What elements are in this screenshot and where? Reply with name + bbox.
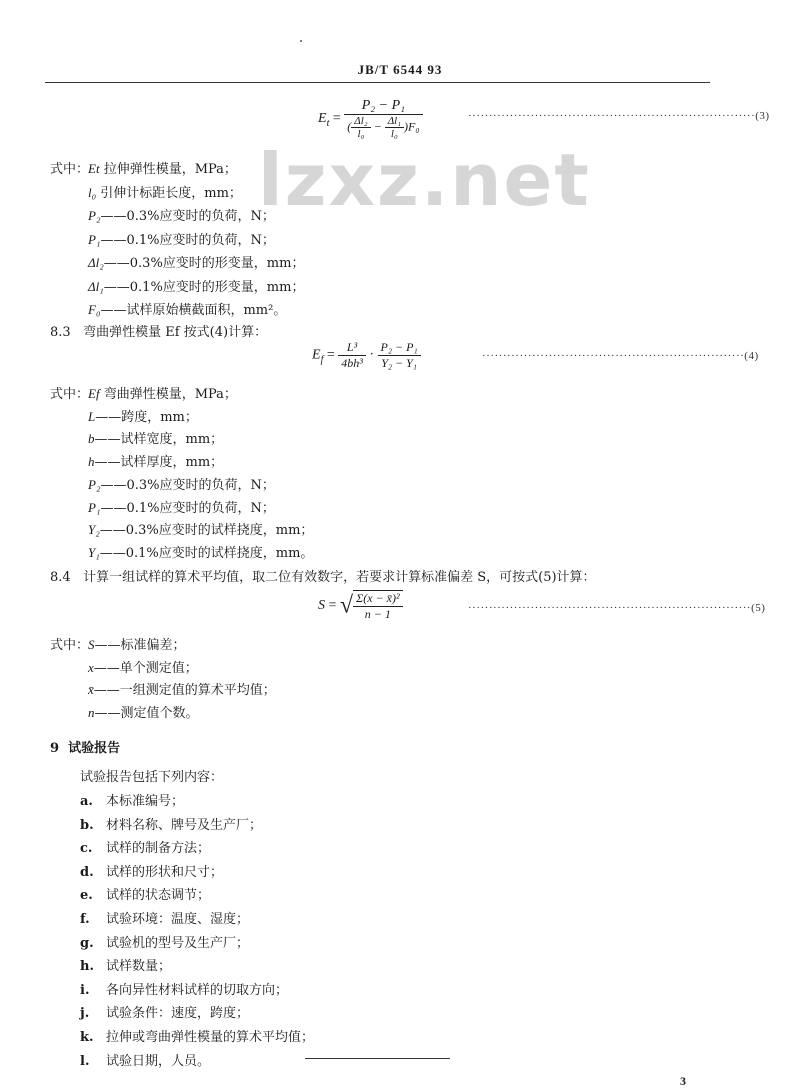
- report-item: [80, 790, 184, 809]
- where-symbol: P₂: [88, 476, 101, 492]
- where-definition: ——跨度，mm；: [95, 409, 198, 425]
- report-item-key: g.: [80, 935, 94, 951]
- report-item-key: a.: [80, 794, 93, 809]
- where-definition: ——0.3%应变时的试样挠度，mm；: [99, 523, 314, 539]
- report-item: [80, 1026, 314, 1045]
- where-item: [88, 634, 186, 653]
- section-9-heading: 9 试验报告: [50, 741, 121, 756]
- page-number: 3: [680, 1074, 686, 1088]
- where-symbol: Δl₂: [88, 255, 104, 270]
- scan-speck: [300, 40, 302, 42]
- where-item: [88, 542, 313, 561]
- where-definition: ——0.3%应变时的负荷，N；: [100, 209, 275, 224]
- report-item: [80, 955, 171, 974]
- where-item: [88, 428, 223, 447]
- where-item: [88, 205, 275, 224]
- report-item-text: 试样的制备方法；: [106, 841, 211, 857]
- where-symbol: P₂: [88, 208, 101, 223]
- report-item-key: c.: [80, 841, 93, 857]
- where-definition: ——0.3%应变时的形变量，mm；: [103, 256, 305, 271]
- report-item-text: 试验环境：温度、湿度；: [106, 912, 250, 927]
- where-symbol: x: [88, 659, 94, 675]
- section-9-intro: 试验报告包括下列内容：: [80, 770, 224, 785]
- where-symbol: n: [88, 704, 95, 720]
- where-symbol: Y₂: [88, 522, 100, 538]
- report-item-key: e.: [80, 888, 93, 904]
- where-item: [88, 182, 242, 201]
- report-item-key: i.: [80, 982, 90, 998]
- equation-3: $E_t$ = P₂ − P₁ ( $\frac{\text{Δl₂}}{\text{l₀}}$ − $\frac{\text{Δl₁}}{\text{l₀}}$ )F₀: [318, 98, 423, 140]
- where-definition: ——标准偏差；: [94, 638, 186, 653]
- where-definition: ——测定值个数。: [94, 705, 199, 721]
- where-item: [88, 158, 237, 177]
- where-definition: ——0.1%应变时的负荷，N；: [100, 500, 275, 516]
- where-definition: ——0.1%应变时的试样挠度，mm。: [99, 545, 314, 561]
- where-definition: 引伸计标距长度，mm；: [96, 185, 242, 201]
- equation-4: $E_f$ = $\frac{\text{L³}}{\text{4bh³}}$ · $\frac{\text{P₂ − P₁}}{\text{Y₂ − Y₁}}$: [312, 340, 421, 371]
- report-item-text: 试验机的型号及生产厂；: [106, 935, 250, 951]
- header-rule: [45, 82, 710, 83]
- footer-rule: [305, 1058, 450, 1059]
- where-item: [88, 229, 275, 248]
- where-item: [88, 657, 198, 676]
- where-symbol: L: [88, 408, 96, 424]
- where-definition: ——试样厚度，mm；: [94, 455, 224, 471]
- where-item: [88, 383, 237, 402]
- report-item-key: h.: [80, 959, 94, 975]
- report-item: [80, 837, 210, 856]
- eq3-where-intro: 式中：: [50, 162, 90, 177]
- where-item: [88, 252, 304, 271]
- report-item-text: 各向异性材料试样的切取方向；: [106, 982, 289, 998]
- watermark: lzxz.net: [258, 138, 591, 222]
- where-symbol: F₀: [88, 302, 101, 317]
- report-item: [80, 932, 249, 951]
- where-item: [88, 519, 313, 538]
- where-symbol: Δl₁: [88, 278, 104, 294]
- where-definition: ——试样原始横截面积，mm²。: [100, 303, 287, 318]
- where-symbol: b: [88, 431, 95, 447]
- eq3-numerator: P₂ − P₁: [344, 98, 422, 115]
- report-item: [80, 814, 262, 833]
- where-item: [88, 451, 223, 470]
- report-item-key: j.: [80, 1006, 90, 1022]
- where-item: [88, 276, 304, 295]
- where-definition: 拉伸弹性模量，MPa；: [99, 162, 237, 177]
- where-symbol: h: [88, 454, 95, 470]
- report-item-text: 试样数量；: [106, 959, 172, 975]
- report-item-text: 试样的形状和尺寸；: [106, 864, 224, 880]
- where-item: [88, 497, 275, 516]
- where-symbol: P₁: [88, 499, 101, 515]
- report-item-text: 试验日期，人员。: [106, 1053, 211, 1069]
- report-item-key: b.: [80, 817, 94, 833]
- report-item-key: f.: [80, 912, 90, 927]
- report-item: [80, 1002, 249, 1021]
- where-symbol: Ef: [88, 386, 100, 401]
- where-definition: ——单个测定值；: [93, 660, 198, 676]
- report-item-text: 试样的状态调节；: [106, 888, 211, 904]
- where-definition: ——一组测定值的算术平均值；: [93, 683, 276, 698]
- report-item-text: 本标准编号；: [106, 794, 185, 809]
- report-item: [80, 908, 249, 927]
- eq4-leader: ·······························································(4): [482, 350, 759, 362]
- where-item: [88, 406, 198, 425]
- where-definition: ——0.3%应变时的负荷，N；: [100, 477, 275, 493]
- where-definition: ——0.1%应变时的形变量，mm；: [103, 279, 305, 295]
- where-symbol: P₁: [88, 231, 101, 247]
- equation-5: S = √ $\frac{\text{Σ(x − x̄)²}}{n - 1}$: [318, 590, 403, 622]
- report-item-key: l.: [80, 1053, 90, 1069]
- report-item: [80, 884, 210, 903]
- report-item: [80, 979, 288, 998]
- eq3-denominator: ( $\frac{\text{Δl₂}}{\text{l₀}}$ − $\frac{\text{Δl₁}}{\text{l₀}}$ )F₀: [347, 115, 420, 140]
- where-item: [88, 299, 286, 318]
- report-item-text: 拉伸或弯曲弹性模量的算术平均值；: [106, 1030, 315, 1045]
- where-symbol: l₀: [88, 184, 97, 200]
- where-item: [88, 702, 199, 721]
- page-header: JB/T 6544 93: [357, 62, 443, 77]
- eq5-leader: ····································································(5): [468, 602, 766, 614]
- where-definition: 弯曲弹性模量，MPa；: [99, 387, 237, 402]
- where-symbol: S: [88, 637, 95, 652]
- where-definition: ——0.1%应变时的负荷，N；: [100, 232, 275, 248]
- report-item-key: k.: [80, 1030, 94, 1045]
- section-8-3: 8.3 弯曲弹性模量 Ef 按式(4)计算：: [50, 325, 268, 340]
- where-item: [88, 679, 276, 698]
- where-item: [88, 474, 275, 493]
- where-symbol: Y₁: [88, 544, 100, 560]
- where-definition: ——试样宽度，mm；: [94, 432, 224, 448]
- report-item-key: d.: [80, 864, 94, 880]
- where-symbol: Et: [88, 161, 100, 176]
- eq5-where-intro: 式中：: [50, 638, 90, 653]
- eq4-where-intro: 式中：: [50, 387, 90, 402]
- section-8-4: 8.4 计算一组试样的算术平均值，取二位有效数字，若要求计算标准偏差 S，可按式(5)计算：: [50, 570, 596, 585]
- report-item: [80, 1050, 210, 1069]
- report-item: [80, 861, 223, 880]
- eq3-leader: ·····································································(3): [468, 110, 770, 122]
- report-item-text: 试验条件：速度，跨度；: [106, 1006, 250, 1022]
- report-item-text: 材料名称、牌号及生产厂；: [106, 817, 263, 833]
- where-symbol: x̄: [88, 682, 94, 697]
